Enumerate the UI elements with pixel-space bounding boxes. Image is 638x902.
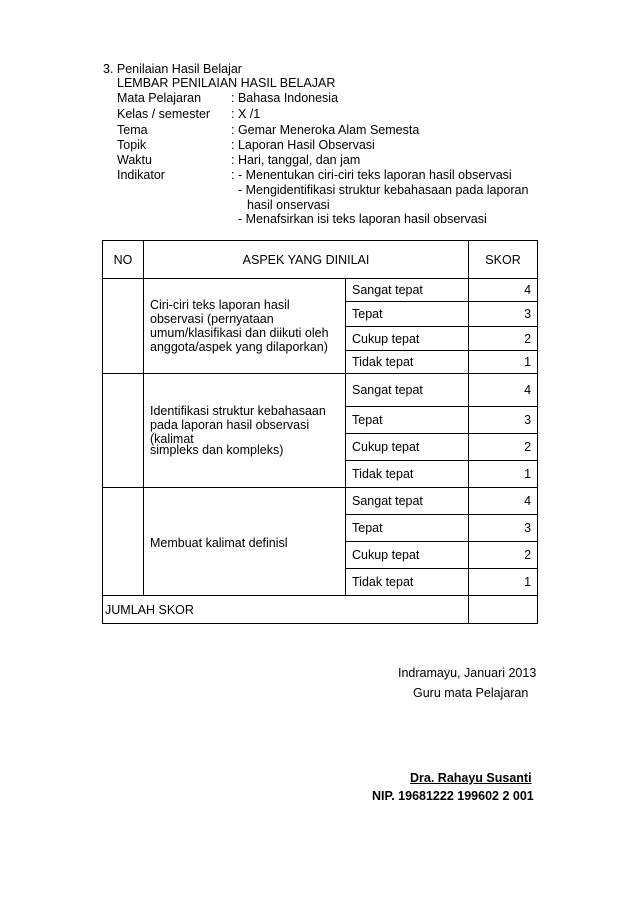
criteria-label: Sangat tepat — [346, 488, 469, 515]
criteria-label: Tidak tepat — [346, 461, 469, 488]
signer-role: Guru mata Pelajaran — [413, 686, 529, 700]
info-label-class: Kelas / semester — [117, 107, 211, 121]
criteria-score: 4 — [469, 374, 538, 407]
criteria-label: Tepat — [346, 515, 469, 542]
aspect-cell — [144, 488, 346, 596]
aspect-line: (kalimat — [150, 432, 194, 446]
info-value-class: : X /1 — [231, 107, 261, 121]
info-label-topic: Topik — [117, 138, 147, 152]
aspect-line: Membuat kalimat definisl — [150, 535, 288, 550]
aspect-line: anggota/aspek yang dilaporkan) — [150, 340, 328, 354]
aspect-line: pada laporan hasil observasi — [150, 418, 310, 432]
no-cell — [103, 488, 144, 596]
section-heading: 3. Penilaian Hasil Belajar — [103, 62, 242, 76]
info-label-indicator: Indikator — [117, 168, 165, 182]
total-row — [103, 596, 538, 624]
header-score: SKOR — [469, 241, 538, 279]
table-row — [103, 279, 538, 302]
criteria-score: 2 — [469, 327, 538, 351]
assessment-table — [102, 240, 538, 624]
indicator-line-1: : - Menentukan ciri-ciri teks laporan hasil observasi — [231, 168, 512, 182]
criteria-score: 3 — [469, 407, 538, 434]
aspect-line: Identifikasi struktur kebahasaan — [150, 404, 326, 418]
indicator-line-4: - Menafsirkan isi teks laporan hasil observasi — [238, 212, 487, 226]
criteria-score: 2 — [469, 542, 538, 569]
info-label-theme: Tema — [117, 123, 148, 137]
no-cell — [103, 374, 144, 488]
info-value-theme: : Gemar Meneroka Alam Semesta — [231, 123, 420, 137]
criteria-score: 1 — [469, 461, 538, 488]
criteria-label: Tidak tepat — [346, 351, 469, 374]
criteria-score: 4 — [469, 279, 538, 302]
info-label-subject: Mata Pelajaran — [117, 91, 202, 105]
no-cell — [103, 279, 144, 374]
indicator-line-3: hasil onservasi — [247, 198, 330, 212]
table-header-row — [103, 241, 538, 279]
criteria-label: Cukup tepat — [346, 434, 469, 461]
aspect-cell — [144, 279, 346, 374]
header-no: NO — [103, 241, 144, 279]
criteria-score: 3 — [469, 302, 538, 327]
signer-nip: NIP. 19681222 199602 2 001 — [372, 789, 534, 803]
total-label: JUMLAH SKOR — [103, 596, 469, 624]
aspect-line: Ciri-ciri teks laporan hasil — [150, 298, 290, 312]
criteria-score: 4 — [469, 488, 538, 515]
info-value-time: : Hari, tanggal, dan jam — [231, 153, 361, 167]
criteria-label: Sangat tepat — [346, 374, 469, 407]
criteria-label: Tepat — [346, 407, 469, 434]
aspect-line: umum/klasifikasi dan diikuti oleh — [150, 326, 329, 340]
table-row — [103, 488, 538, 515]
info-value-subject: : Bahasa Indonesia — [231, 91, 339, 105]
info-value-topic: : Laporan Hasil Observasi — [231, 138, 375, 152]
aspect-cell — [144, 374, 346, 488]
criteria-score: 1 — [469, 569, 538, 596]
criteria-score: 3 — [469, 515, 538, 542]
indicator-line-2: - Mengidentifikasi struktur kebahasaan pada laporan — [238, 183, 529, 197]
criteria-score: 1 — [469, 351, 538, 374]
header-aspect: ASPEK YANG DINILAI — [144, 241, 469, 279]
aspect-line: simpleks dan kompleks) — [150, 443, 284, 457]
criteria-label: Cukup tepat — [346, 327, 469, 351]
criteria-score: 2 — [469, 434, 538, 461]
criteria-label: Tepat — [346, 302, 469, 327]
info-label-time: Waktu — [117, 153, 152, 167]
table-row — [103, 374, 538, 407]
criteria-label: Tidak tepat — [346, 569, 469, 596]
document-title: LEMBAR PENILAIAN HASIL BELAJAR — [117, 76, 336, 90]
total-score — [469, 596, 538, 624]
criteria-label: Cukup tepat — [346, 542, 469, 569]
place-date: Indramayu, Januari 2013 — [398, 666, 537, 680]
signer-name: Dra. Rahayu Susanti — [410, 771, 532, 785]
aspect-line: observasi (pernyataan — [150, 312, 274, 326]
criteria-label: Sangat tepat — [346, 279, 469, 302]
